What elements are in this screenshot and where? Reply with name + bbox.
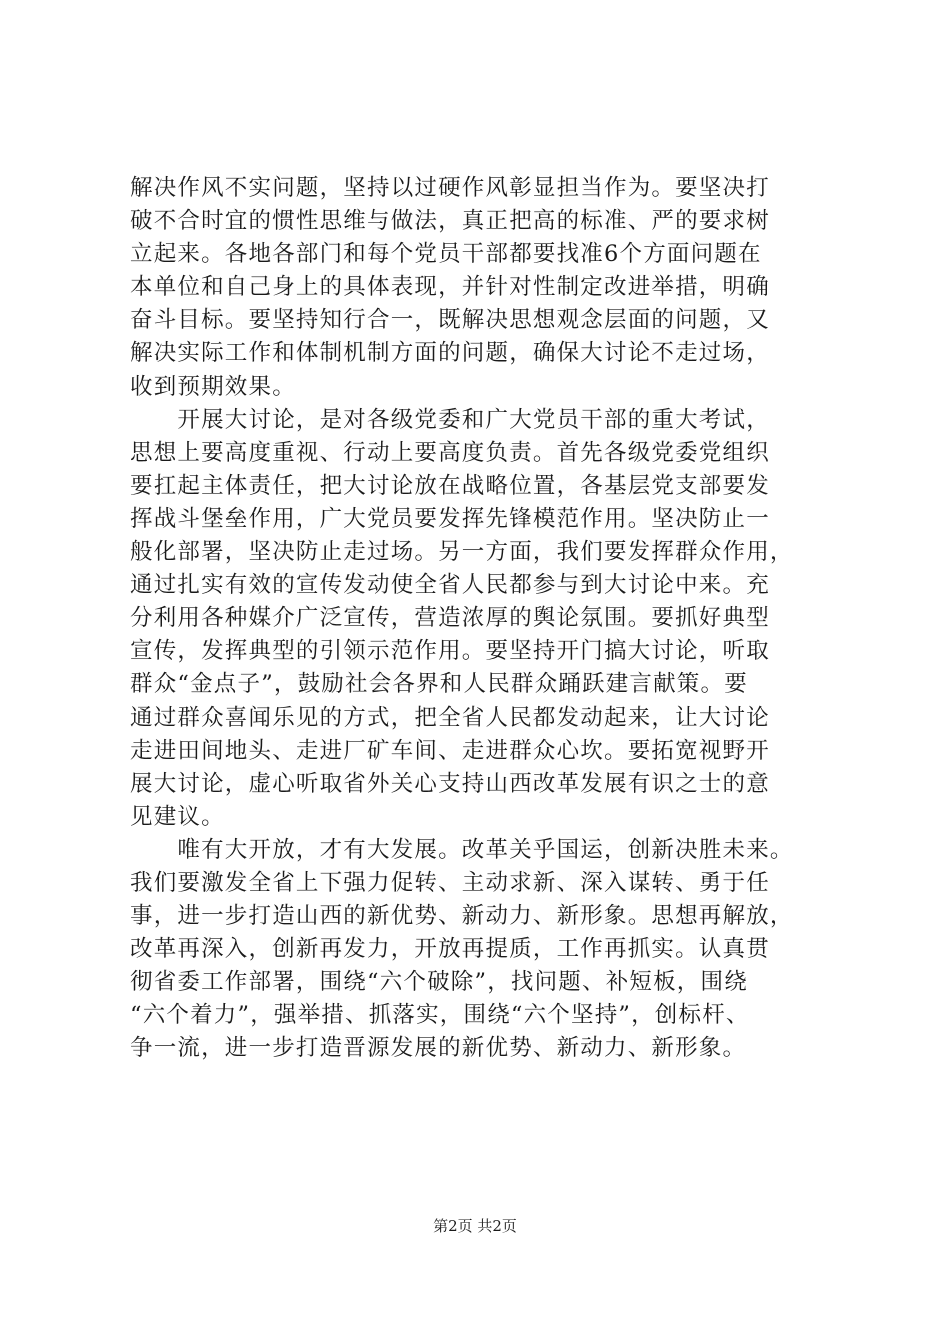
text-line: 彻省委工作部署，围绕“六个破除”，找问题、补短板，围绕 (130, 969, 748, 996)
text-line: 事，进一步打造山西的新优势、新动力、新形象。思想再解放， (130, 903, 794, 930)
text-line: 解决作风不实问题，坚持以过硬作风彰显担当作为。要坚决打 (130, 175, 770, 201)
text-line: 立起来。各地各部门和每个党员干部都要找准6个方面问题在 (130, 241, 762, 268)
text-line: 群众“金点子”，鼓励社会各界和人民群众踊跃建言献策。要 (130, 671, 748, 698)
page-number-indicator: 第2页 共2页 (433, 1217, 517, 1235)
text-line: 唯有大开放，才有大发展。改革关乎国运，创新决胜未来。 (130, 836, 794, 863)
text-line: 思想上要高度重视、行动上要高度负责。首先各级党委党组织 (130, 439, 770, 466)
text-line: 走进田间地头、走进厂矿车间、走进群众心坎。要拓宽视野开 (130, 737, 770, 764)
text-line: 通过扎实有效的宣传发动使全省人民都参与到大讨论中来。充 (130, 572, 770, 599)
text-line: 解决实际工作和体制机制方面的问题，确保大讨论不走过场， (130, 340, 770, 367)
text-line: 要扛起主体责任，把大讨论放在战略位置，各基层党支部要发 (130, 472, 770, 499)
text-line: 分利用各种媒介广泛宣传，营造浓厚的舆论氛围。要抓好典型 (130, 605, 770, 632)
text-line: 开展大讨论，是对各级党委和广大党员干部的重大考试， (130, 406, 770, 433)
text-line: 通过群众喜闻乐见的方式，把全省人民都发动起来，让大讨论 (130, 704, 770, 731)
text-line: 我们要激发全省上下强力促转、主动求新、深入谋转、勇于任 (130, 869, 770, 896)
text-line: 改革再深入，创新再发力，开放再提质，工作再抓实。认真贯 (130, 936, 770, 963)
text-line: 收到预期效果。 (130, 373, 296, 400)
text-line: 展大讨论，虚心听取省外关心支持山西改革发展有识之士的意 (130, 770, 770, 797)
text-line: 本单位和自己身上的具体表现，并针对性制定改进举措，明确 (130, 274, 770, 301)
text-line: 破不合时宜的惯性思维与做法，真正把高的标准、严的要求树 (130, 208, 770, 235)
text-line: 般化部署，坚决防止走过场。另一方面，我们要发挥群众作用， (130, 539, 794, 566)
text-line: 宣传，发挥典型的引领示范作用。要坚持开门搞大讨论，听取 (130, 638, 770, 665)
text-line: 挥战斗堡垒作用，广大党员要发挥先锋模范作用。坚决防止一 (130, 505, 770, 532)
text-line: “六个着力”，强举措、抓落实，围绕“六个坚持”，创标杆、 (130, 1002, 750, 1029)
text-line: 见建议。 (130, 803, 225, 830)
document-body (130, 172, 830, 1066)
text-line: 奋斗目标。要坚持知行合一，既解决思想观念层面的问题，又 (130, 307, 770, 334)
text-line: 争一流，进一步打造晋源发展的新优势、新动力、新形象。 (130, 1035, 747, 1062)
page-footer (0, 1216, 950, 1236)
